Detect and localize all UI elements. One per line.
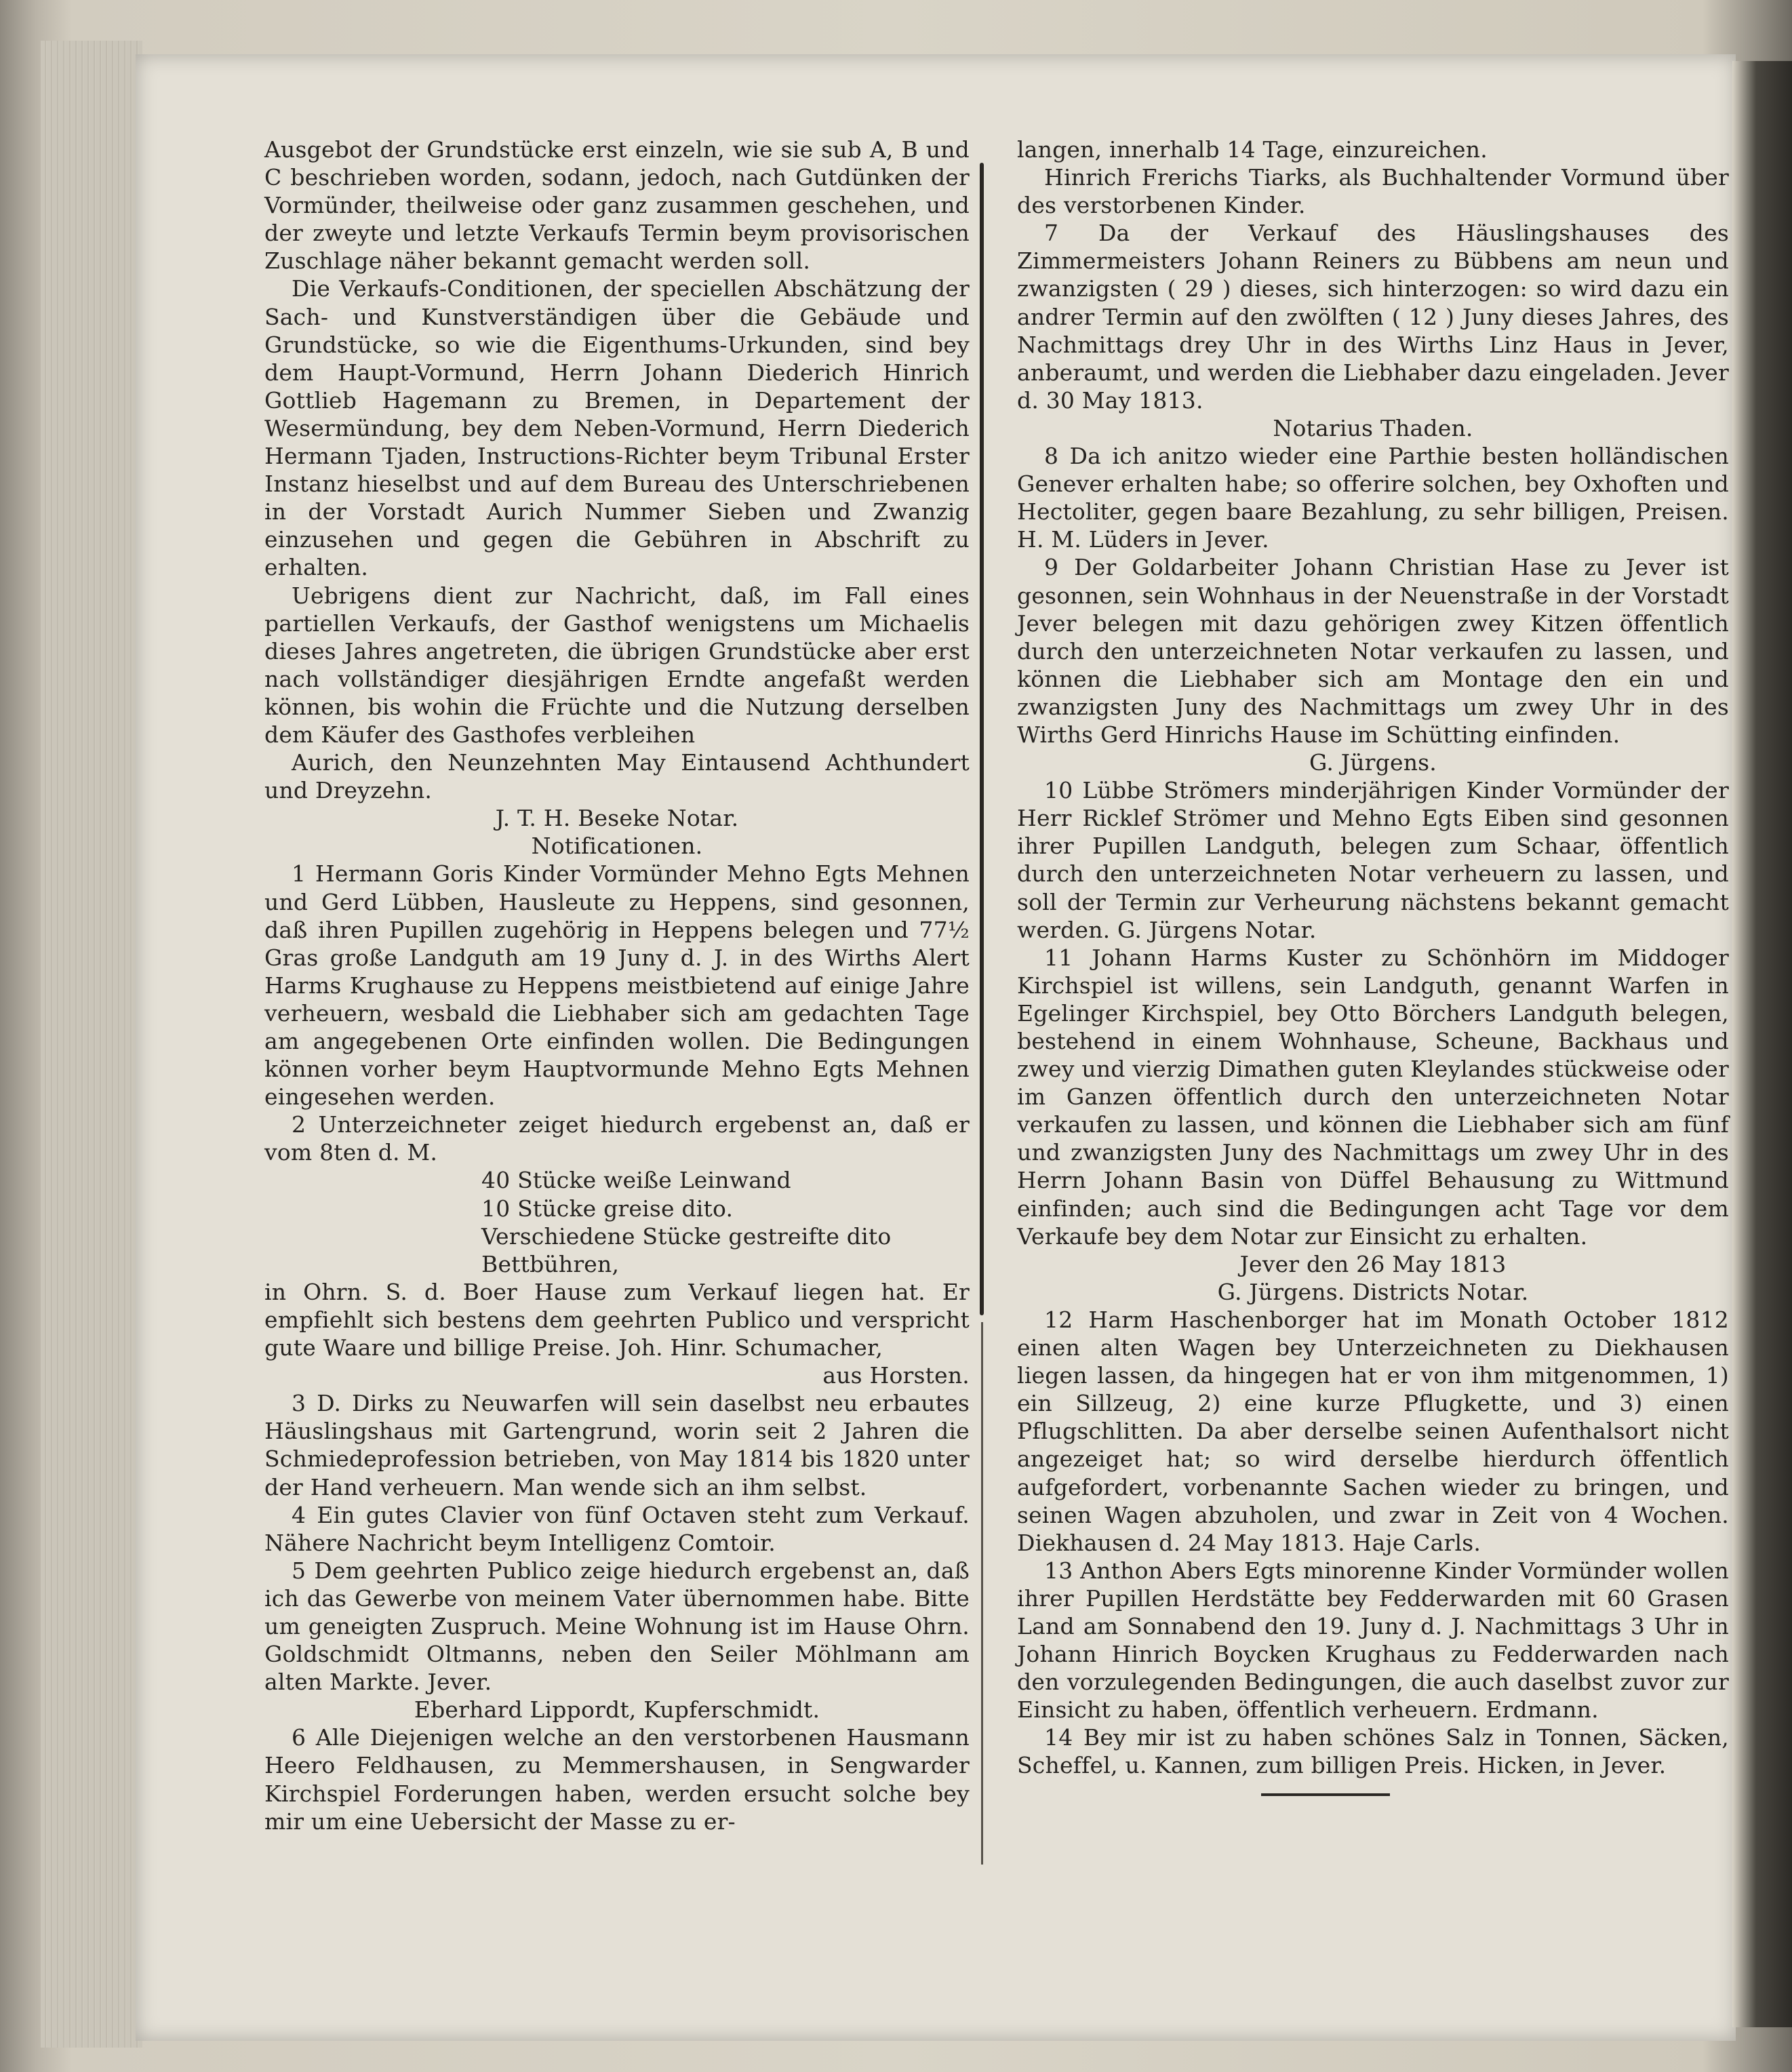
notice-13: 13 Anthon Abers Egts minorenne Kinder Vormünder wollen ihrer Pupillen Herdstätte bey Fedderwarden mit 60 Grasen Land am Sonnabend den 19. Juny d. J. Nachmittags 3 Uhr in Johann Hinrich Boycken Krughaus zu Fedderwarden nach den vorzulegenden Bedingungen, die auch daselbst zuvor zur Einsicht zu haben, öffentlich verheuern. Erdmann. <box>1017 1557 1729 1724</box>
notice-6-continuation: langen, innerhalb 14 Tage, einzureichen. <box>1017 136 1488 163</box>
notice-4: 4 Ein gutes Clavier von fünf Octaven steht zum Verkauf. Nähere Nachricht beym Intelligenz Comtoir. <box>264 1501 970 1556</box>
section-heading-notificationen: Notificationen. <box>531 833 703 860</box>
notice-5: 5 Dem geehrten Publico zeige hiedurch ergebenst an, daß ich das Gewerbe von meinem Vater übernommen habe. Bitte um geneigten Zuspruch. Meine Wohnung ist im Hause Ohrn. Goldschmidt Oltmanns, neben den Seiler Möhlmann am alten Markte. Jever. <box>264 1557 970 1696</box>
notice-2-intro: 2 Unterzeichneter zeiget hiedurch ergebenst an, daß er vom 8ten d. M. <box>264 1111 970 1166</box>
partial-sale-note: Uebrigens dient zur Nachricht, daß, im Fall eines partiellen Verkaufs, der Gasthof wenigstens um Michaelis dieses Jahres angetreten, die übrigen Grundstücke aber erst nach vollständiger diesjährigen Erndte angefaßt werden können, bis wohin die Früchte und die Nutzung derselben dem Käufer des Gasthofes verbleihen <box>264 582 970 748</box>
auction-continuation: Ausgebot der Grundstücke erst einzeln, wie sie sub A, B und C beschrieben worden, sodann, jedoch, nach Gutdünken der Vormünder, theilweise oder ganz zusammen geschehen, und der zweyte und letzte Verkaufs Termin beym provisorischen Zuschlage näher bekannt gemacht werden soll. <box>264 136 970 275</box>
sale-conditions: Die Verkaufs-Conditionen, der speciellen Abschätzung der Sach- und Kunstverständigen über die Gebäude und Grundstücke, so wie die Eigenthums-Urkunden, sind bey dem Haupt-Vormund, Herrn Johann Diederich Hinrich Gottlieb Hagemann zu Bremen, in Departement der Wesermündung, bey dem Neben-Vormund, Herrn Diederich Hermann Tjaden, Instructions-Richter beym Tribunal Erster Instanz hieselbst und auf dem Bureau des Unterschriebenen in der Vorstadt Aurich Nummer Sieben und Zwanzig einzusehen und gegen die Gebühren in Abschrift zu erhalten. <box>264 275 970 581</box>
notice-2-signature-place: aus Horsten. <box>822 1362 970 1389</box>
notice-10: 10 Lübbe Strömers minderjährigen Kinder Vormünder der Herr Ricklef Strömer und Mehno Egts Eiben sind gesonnen ihrer Pupillen Landguth, belegen zum Schaar, öffentlich durch den unterzeichneten Notar verheuern zu lassen, und soll der Termin zur Verheurung nächstens bekannt gemacht werden. G. Jürgens Notar. <box>1017 777 1729 943</box>
right-column <box>1017 136 1729 1796</box>
notice-2-body: in Ohrn. S. d. Boer Hause zum Verkauf liegen hat. Er empfiehlt sich bestens dem geehrten Publico und verspricht gute Waare und billige Preise. Joh. Hinr. Schumacher, <box>264 1278 970 1361</box>
notice-11: 11 Johann Harms Kuster zu Schönhörn im Middoger Kirchspiel ist willens, sein Landguth, genannt Warfen in Egelinger Kirchspiel, bey Otto Börchers Landguth belegen, bestehend in einem Wohnhause, Scheune, Backhaus und zwey und vierzig Dimathen guten Kleylandes stückweise oder im Ganzen öffentlich durch den unterzeichneten Notar verkaufen zu lassen, und können die Liebhaber sich am fünf und zwanzigsten Juny des Nachmittags um zwey Uhr in des Herrn Johann Basin von Düffel Behausung zu Wittmund einfinden; auch sind die Bedingungen acht Tage vor dem Verkaufe bey dem Notar zur Einsicht zu erhalten. <box>1017 944 1729 1250</box>
notice-9-signature: G. Jürgens. <box>1309 749 1437 776</box>
place-date-line: Aurich, den Neunzehnten May Eintausend Achthundert und Dreyzehn. <box>264 749 970 804</box>
notice-14: 14 Bey mir ist zu haben schönes Salz in Tonnen, Säcken, Scheffel, u. Kannen, zum billigen Preis. Hicken, in Jever. <box>1017 1724 1729 1779</box>
page-stack-edge-left <box>41 41 142 2048</box>
notice-5-signature: Eberhard Lippordt, Kupferschmidt. <box>414 1696 820 1724</box>
notice-7-signature: Notarius Thaden. <box>1273 414 1473 441</box>
goods-line-4: Bettbühren, <box>481 1250 620 1277</box>
column-divider <box>980 163 984 1315</box>
goods-line-3: Verschiedene Stücke gestreifte dito <box>481 1222 892 1250</box>
left-column <box>264 136 970 1835</box>
notice-11-signature: G. Jürgens. Districts Notar. <box>1217 1278 1529 1305</box>
notice-6: 6 Alle Diejenigen welche an den verstorbenen Hausmann Heero Feldhausen, zu Memmershausen, in Sengwarder Kirchspiel Forderungen haben, werden ersucht solche bey mir um eine Uebersicht der Masse zu er- <box>264 1724 970 1835</box>
end-rule <box>1261 1793 1390 1796</box>
page-stack-edge-right <box>1732 61 1792 2027</box>
goods-line-1: 40 Stücke weiße Leinwand <box>481 1167 791 1194</box>
notice-7: 7 Da der Verkauf des Häuslingshauses des Zimmermeisters Johann Reiners zu Bübbens am neun und zwanzigsten ( 29 ) dieses, sich hinterzogen: so wird dazu ein andrer Termin auf den zwölften ( 12 ) Juny dieses Jahres, des Nachmittags drey Uhr in des Wirths Linz Haus in Jever, anberaumt, und werden die Liebhaber dazu eingeladen. Jever d. 30 May 1813. <box>1017 220 1729 414</box>
column-divider-lower <box>981 1322 983 1865</box>
notice-3: 3 D. Dirks zu Neuwarfen will sein daselbst neu erbautes Häuslingshaus mit Gartengrund, worin seit 2 Jahren die Schmiedeprofession betrieben, von May 1814 bis 1820 unter der Hand verheuern. Man wende sich an ihm selbst. <box>264 1390 970 1500</box>
notice-9: 9 Der Goldarbeiter Johann Christian Hase zu Jever ist gesonnen, sein Wohnhaus in der Neuenstraße in der Vorstadt Jever belegen mit dazu gehörigen zwey Kitzen öffentlich durch den unterzeichneten Notar verkaufen zu lassen, und können die Liebhaber sich am Montage den ein und zwanzigsten Juny des Nachmittags um zwey Uhr in des Wirths Gerd Hinrichs Hause im Schütting einfinden. <box>1017 554 1729 748</box>
notary-signature-beseke: J. T. H. Beseke Notar. <box>495 805 739 832</box>
goods-line-2: 10 Stücke greise dito. <box>481 1195 734 1222</box>
notice-12: 12 Harm Haschenborger hat im Monath October 1812 einen alten Wagen bey Unterzeichneten zu Diekhausen liegen lassen, da hingegen hat er von ihm mitgenommen, 1) ein Sillzeug, 2) eine kurze Pflugkette, und 3) einen Pflugschlitten. Da aber derselbe seinen Aufenthalsort nicht angezeiget hat; so wird derselbe hierdurch öffentlich aufgefordert, vorbenannte Sachen wieder zu bringen, und seinen Wagen abzuholen, und zwar in Zeit von 4 Wochen. Diekhausen d. 24 May 1813. Haje Carls. <box>1017 1306 1729 1556</box>
notice-1: 1 Hermann Goris Kinder Vormünder Mehno Egts Mehnen und Gerd Lübben, Hausleute zu Heppens, sind gesonnen, daß ihren Pupillen zugehörig in Heppens belegen und 77½ Gras große Landguth am 19 Juny d. J. in des Wirths Alert Harms Krughause zu Heppens meistbietend auf einige Jahre verheuern, wesbald die Liebhaber sich am gedachten Tage am angegebenen Orte einfinden wollen. Die Bedingungen können vorher beym Hauptvormunde Mehno Egts Mehnen eingesehen werden. <box>264 860 970 1111</box>
notice-6-signature: Hinrich Frerichs Tiarks, als Buchhaltender Vormund über des verstorbenen Kinder. <box>1017 164 1729 219</box>
notice-8: 8 Da ich anitzo wieder eine Parthie besten holländischen Genever erhalten habe; so offerire solchen, bey Oxhoften und Hectoliter, gegen baare Bezahlung, zu sehr billigen, Preisen. H. M. Lüders in Jever. <box>1017 443 1729 553</box>
notice-11-date: Jever den 26 May 1813 <box>1239 1250 1507 1277</box>
